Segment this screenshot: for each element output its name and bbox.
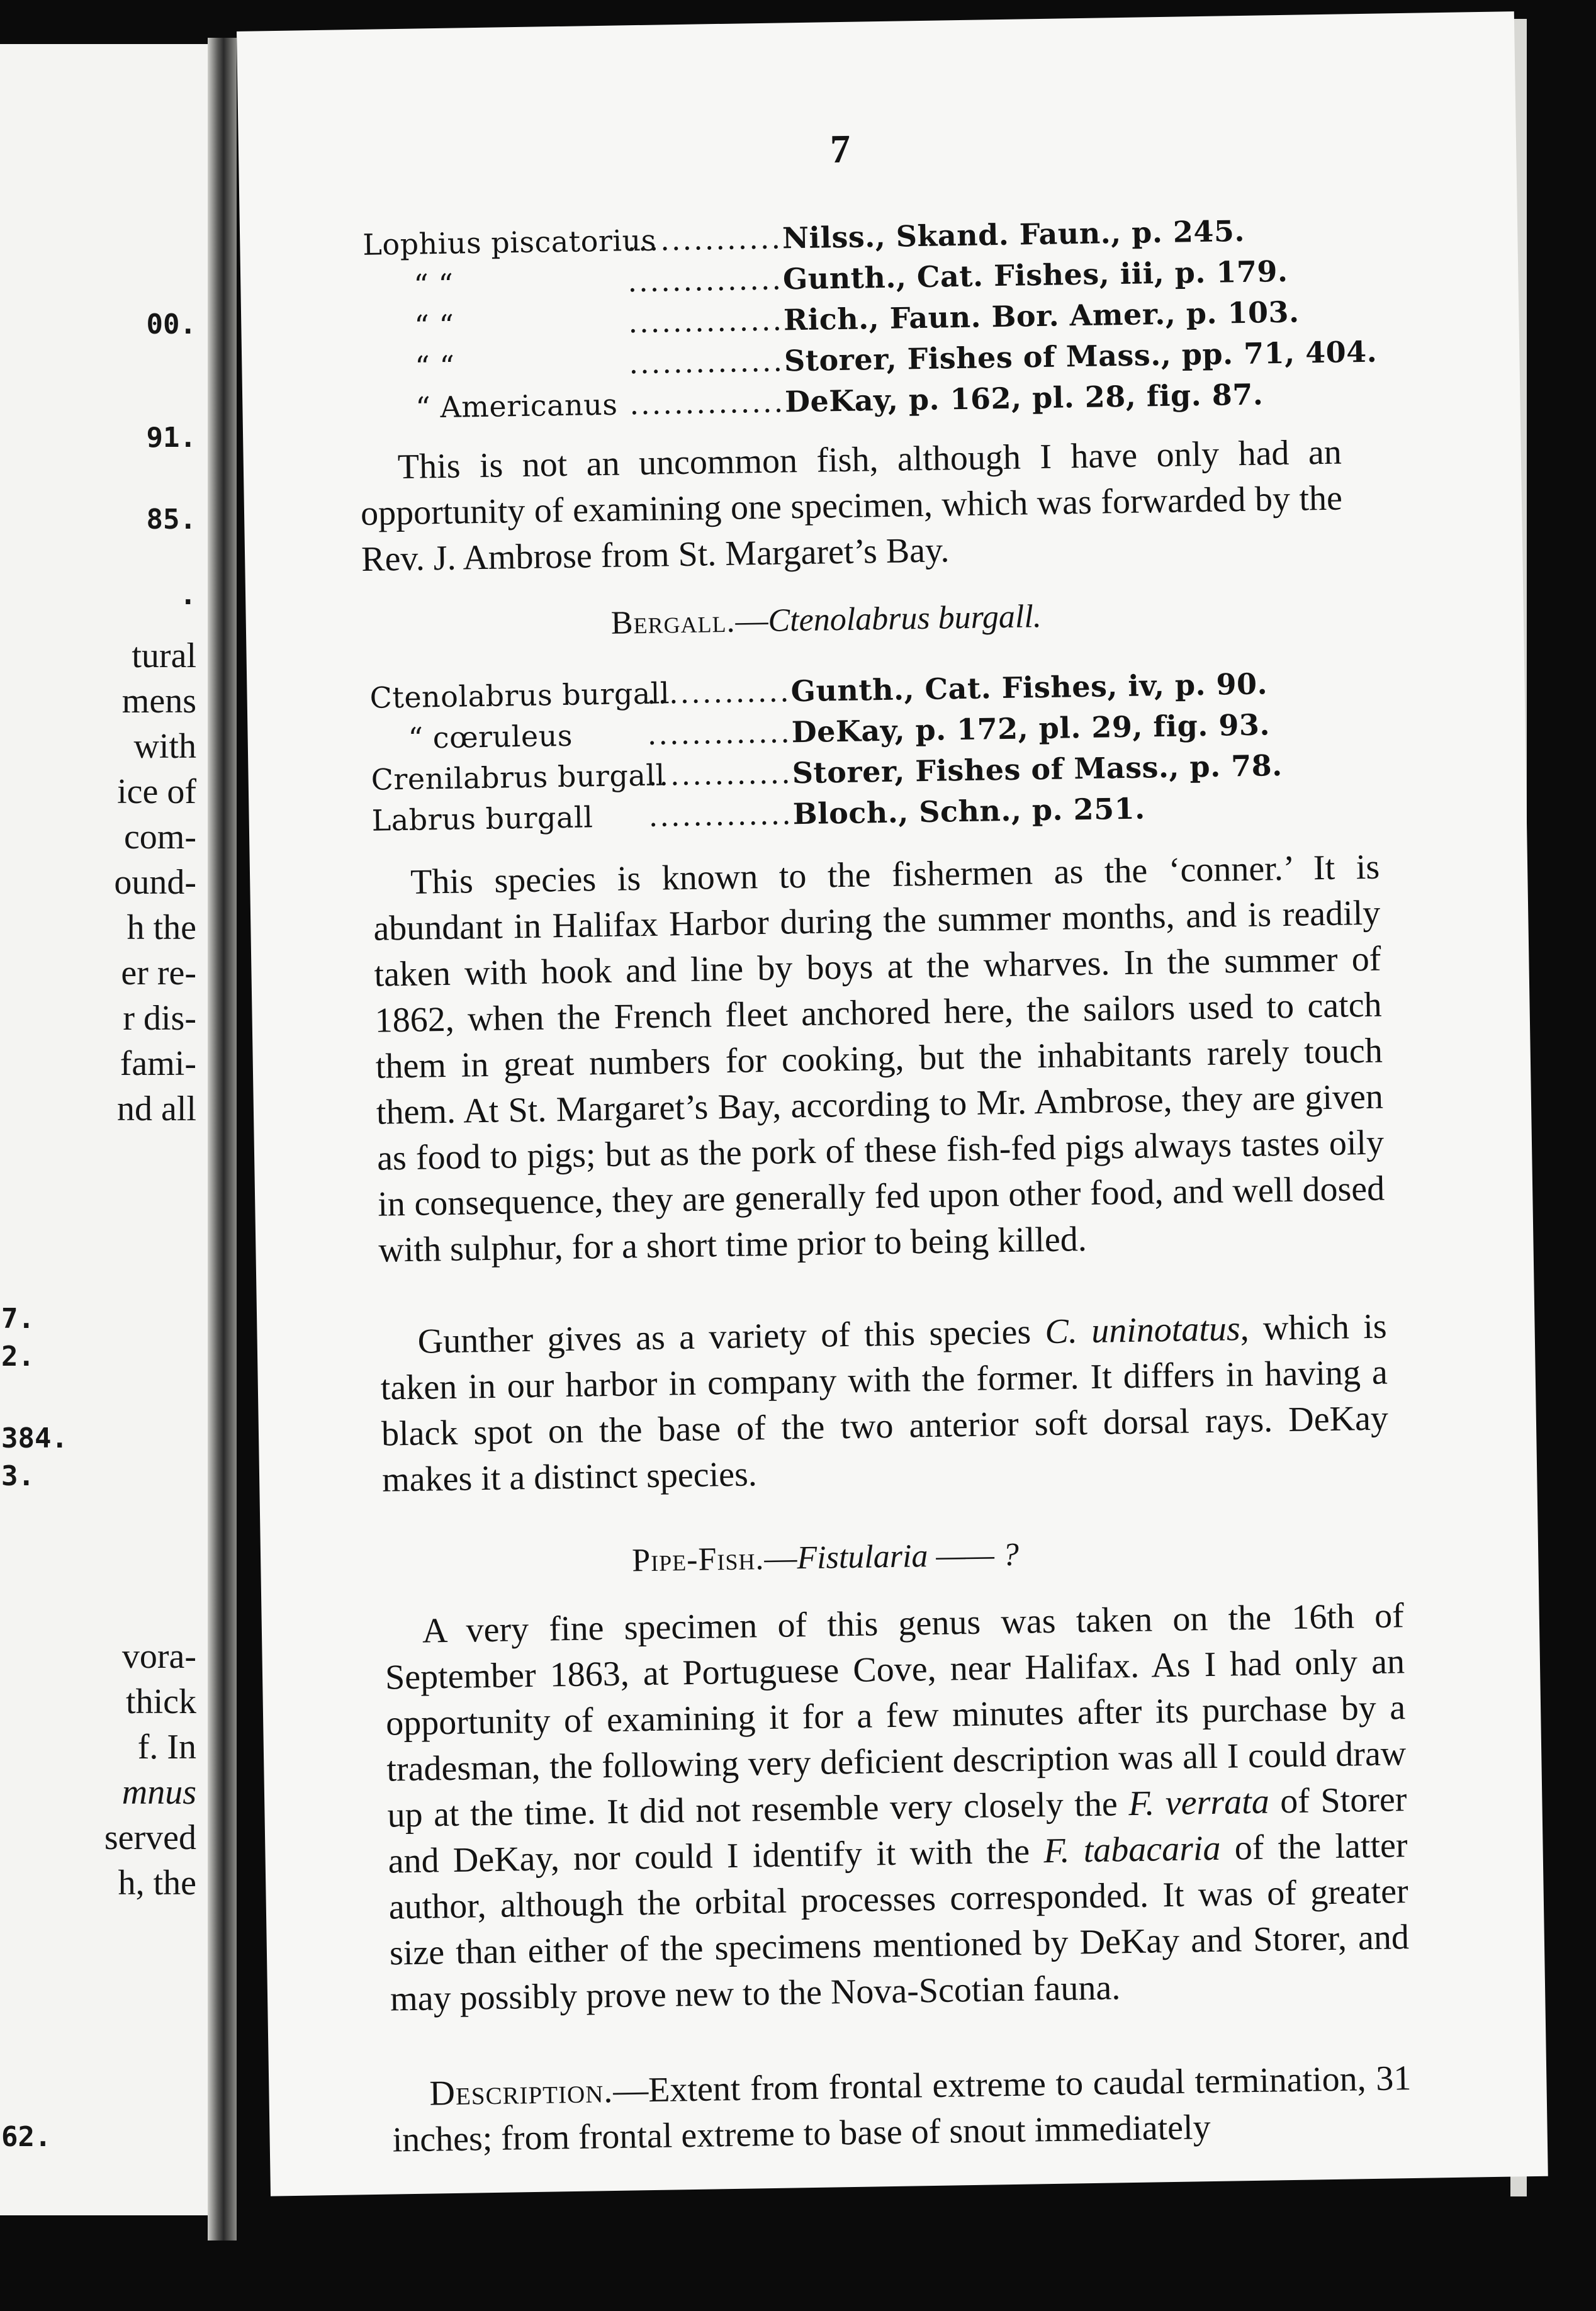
previous-page-fragment bbox=[0, 44, 208, 2215]
species-name: “ “ bbox=[414, 349, 455, 384]
paragraph-italic: C. uninotatus bbox=[1044, 1309, 1241, 1352]
paragraph bbox=[359, 430, 1343, 583]
leader-dots: ............. bbox=[648, 797, 794, 833]
heading-tail: —— ? bbox=[927, 1536, 1020, 1575]
scientific-name: Ctenolabrus burgall. bbox=[768, 599, 1042, 639]
synonymy-entry bbox=[371, 791, 1145, 837]
book-gutter bbox=[208, 38, 237, 2241]
left-fragment: . bbox=[179, 579, 196, 611]
paragraph-text: This is not an uncommon fish, although I have only had an opportunity of examining one specimen, which was forwarded by the Rev. J. Ambrose from St. Margaret’s Bay. bbox=[360, 432, 1343, 579]
left-fragment: ice of bbox=[117, 772, 196, 811]
section-heading bbox=[632, 1536, 1020, 1580]
synonymy-entry bbox=[370, 707, 1270, 755]
heading-dash: — bbox=[763, 1540, 797, 1577]
reference: Rich., Faun. Bor. Amer., p. 103. bbox=[783, 295, 1300, 337]
synonymy-entry bbox=[369, 666, 1267, 714]
paragraph bbox=[379, 1304, 1389, 1504]
synonymy-entry bbox=[363, 254, 1288, 303]
species-name: “ Americanus bbox=[415, 387, 618, 425]
left-fragment: nd all bbox=[117, 1089, 196, 1128]
common-name: Bergall. bbox=[610, 603, 736, 641]
left-fragment: f. In bbox=[137, 1728, 196, 1767]
left-fragment: vora- bbox=[121, 1637, 196, 1676]
heading-dash: — bbox=[735, 602, 768, 639]
species-name: “ “ bbox=[413, 267, 454, 302]
species-name: “ cœruleus bbox=[408, 718, 573, 755]
paragraph-text: , which is taken in our harbor in company with the former. It differs in having a black spot on the base of the two anterior soft dorsal rays. DeKay makes it a distinct species. bbox=[380, 1307, 1389, 1500]
synonymy-entry bbox=[364, 295, 1300, 344]
reference: Gunth., Cat. Fishes, iv, p. 90. bbox=[790, 666, 1268, 709]
paragraph-text: This species is known to the fishermen as the ‘conner.’ It is abundant in Halifax Harbor during the summer months, and is readily taken with hook and line by boys at the wharves. In the summer of 1862, when the French fleet anchored here, the sailors used to catch them in great numbers for cooking, but the inhabitants rarely touch them. At St. Margaret’s Bay, according to Mr. Ambrose, they are given as food to pigs; but as the pork of these fish-fed pigs always tastes oily in consequence, they are generally fed upon other food, and well dosed with sulphur, for a short time prior to being killed. bbox=[373, 847, 1385, 1270]
left-fragment: 62. bbox=[1, 2121, 52, 2153]
paragraph-text: A very fine specimen of this genus was taken on the 16th of September 1863, at Portuguese Cove, near Halifax. As I had only an opportunity of examining it for a few minutes after its purchase by a tradesman, the following very deficient description was all I could draw up at the time. It did not resemble very closely the bbox=[385, 1596, 1407, 1835]
reference: Bloch., Schn., p. 251. bbox=[792, 791, 1146, 831]
species-name: Lophius piscatorius bbox=[362, 223, 657, 262]
paragraph-text: of Storer and DeKay, nor could I identify it with the bbox=[388, 1780, 1407, 1881]
left-fragment: 2. bbox=[1, 1341, 35, 1373]
species-name: Ctenolabrus burgall bbox=[369, 676, 670, 715]
left-fragment: h, the bbox=[118, 1864, 196, 1903]
reference: DeKay, p. 172, pl. 29, fig. 93. bbox=[791, 707, 1271, 750]
paragraph bbox=[384, 1593, 1410, 2022]
left-fragment: er re- bbox=[121, 953, 196, 992]
left-fragment: with bbox=[133, 727, 196, 766]
left-fragment: 00. bbox=[146, 308, 196, 340]
synonymy-entry bbox=[365, 377, 1264, 425]
leader-dots: .............. bbox=[626, 221, 783, 258]
paragraph-text: of the latter author, although the orbital processes corresponded. It was of greater size than either of the specimens mentioned by DeKay and Storer, and may possibly prove new to the Nova-Scotian fauna. bbox=[388, 1826, 1410, 2019]
reference: Storer, Fishes of Mass., p. 78. bbox=[792, 748, 1283, 790]
left-fragment: 7. bbox=[1, 1303, 35, 1335]
paragraph-text: —Extent from frontal extreme to caudal termination, 31 inches; from frontal extreme to base of snout immediately bbox=[392, 2059, 1412, 2160]
reference: DeKay, p. 162, pl. 28, fig. 87. bbox=[784, 377, 1264, 419]
leader-dots: ............. bbox=[646, 674, 792, 711]
left-fragment: tural bbox=[132, 636, 196, 675]
leader-dots: ............. bbox=[648, 756, 793, 792]
common-name: Pipe-Fish. bbox=[631, 1541, 765, 1579]
paragraph-text: Gunther gives as a variety of this species bbox=[417, 1312, 1045, 1361]
scientific-name: Fistularia bbox=[796, 1538, 928, 1577]
description-label: Description. bbox=[429, 2071, 614, 2113]
book-page bbox=[237, 11, 1548, 2196]
paragraph-italic: F. tabacaria bbox=[1043, 1828, 1221, 1871]
left-fragment: thick bbox=[126, 1682, 196, 1721]
left-fragment: h the bbox=[126, 908, 196, 947]
reference: Gunth., Cat. Fishes, iii, p. 179. bbox=[782, 254, 1288, 296]
left-fragment: fami- bbox=[120, 1044, 196, 1083]
species-name: “ “ bbox=[413, 308, 454, 343]
reference: Nilss., Skand. Faun., p. 245. bbox=[782, 213, 1245, 256]
left-fragment: r dis- bbox=[123, 999, 196, 1038]
leader-dots: .............. bbox=[627, 303, 784, 340]
synonymy-entry bbox=[371, 748, 1283, 797]
paragraph-italic: F. verrata bbox=[1128, 1782, 1270, 1824]
leader-dots: .............. bbox=[628, 344, 785, 381]
left-fragment: mens bbox=[121, 682, 196, 721]
left-fragment: 85. bbox=[146, 503, 196, 536]
leader-dots: .............. bbox=[627, 262, 784, 299]
left-fragment: mnus bbox=[121, 1773, 196, 1812]
reference: Storer, Fishes of Mass., pp. 71, 404. bbox=[784, 334, 1378, 378]
left-fragment: 3. bbox=[1, 1460, 35, 1492]
left-fragment: 91. bbox=[146, 422, 196, 454]
left-fragment: ound- bbox=[114, 863, 196, 902]
paragraph bbox=[373, 845, 1386, 1274]
leader-dots: ............. bbox=[647, 715, 792, 751]
species-name: Crenilabrus burgall bbox=[371, 758, 666, 797]
paragraph bbox=[391, 2055, 1412, 2163]
synonymy-entry bbox=[364, 335, 1378, 385]
leader-dots: .............. bbox=[629, 385, 785, 422]
left-fragment: served bbox=[104, 1818, 196, 1857]
left-fragment: 384. bbox=[1, 1422, 68, 1454]
species-name: Labrus burgall bbox=[371, 800, 593, 838]
left-fragment: com- bbox=[123, 818, 196, 857]
page-number: 7 bbox=[829, 126, 851, 172]
synonymy-entry bbox=[362, 214, 1245, 262]
section-heading bbox=[610, 598, 1042, 642]
